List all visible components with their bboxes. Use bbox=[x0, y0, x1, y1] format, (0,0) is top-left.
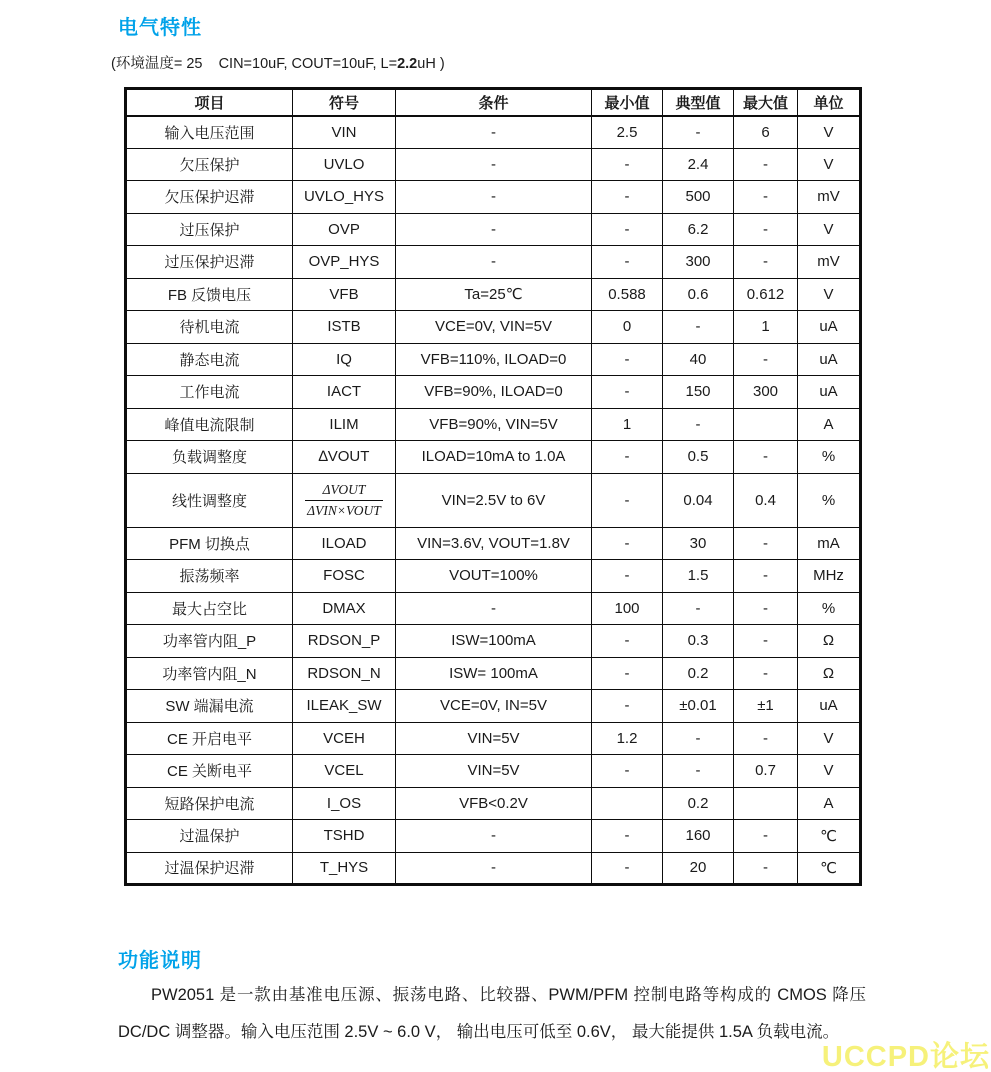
typical-value-cell: - bbox=[663, 592, 734, 625]
max-value-cell: 6 bbox=[734, 116, 798, 149]
max-value-cell: - bbox=[734, 527, 798, 560]
typical-value-cell: ±0.01 bbox=[663, 690, 734, 723]
symbol-cell: ILOAD bbox=[293, 527, 396, 560]
min-value-cell: - bbox=[592, 820, 663, 853]
column-header: 符号 bbox=[293, 89, 396, 116]
max-value-cell: - bbox=[734, 246, 798, 279]
item-cell: CE 开启电平 bbox=[126, 722, 293, 755]
symbol-cell: VFB bbox=[293, 278, 396, 311]
table-row bbox=[126, 787, 861, 820]
max-value-cell: - bbox=[734, 213, 798, 246]
max-value-cell: - bbox=[734, 343, 798, 376]
item-cell: 功率管内阻_N bbox=[126, 657, 293, 690]
max-value-cell: - bbox=[734, 625, 798, 658]
unit-cell: uA bbox=[798, 690, 861, 723]
item-cell: 欠压保护 bbox=[126, 148, 293, 181]
min-value-cell: 2.5 bbox=[592, 116, 663, 149]
column-header: 条件 bbox=[396, 89, 592, 116]
condition-cell: - bbox=[396, 852, 592, 885]
table-row bbox=[126, 311, 861, 344]
symbol-cell: VCEL bbox=[293, 755, 396, 788]
table-row bbox=[126, 657, 861, 690]
table-row bbox=[126, 343, 861, 376]
max-value-cell: ±1 bbox=[734, 690, 798, 723]
function-description-paragraph: PW2051 是一款由基准电压源、振荡电路、比较器、PWM/PFM 控制电路等构成的 CMOS 降压 DC/DC 调整器。输入电压范围 2.5V ~ 6.0 V， 输出电压可低至 0.6V， 最大能提供 1.5A 负载电流。 bbox=[118, 986, 866, 1041]
max-value-cell: - bbox=[734, 148, 798, 181]
symbol-cell: ∆VOUT bbox=[293, 441, 396, 474]
min-value-cell: - bbox=[592, 376, 663, 409]
min-value-cell: 100 bbox=[592, 592, 663, 625]
item-cell: 线性调整度 bbox=[126, 473, 293, 527]
test-conditions-prefix: (环境温度= 25 CIN=10uF, COUT=10uF, L= bbox=[111, 56, 398, 72]
test-conditions-note bbox=[111, 52, 445, 73]
condition-cell: VFB=90%, VIN=5V bbox=[396, 408, 592, 441]
unit-cell: mV bbox=[798, 181, 861, 214]
min-value-cell: - bbox=[592, 755, 663, 788]
typical-value-cell: 500 bbox=[663, 181, 734, 214]
typical-value-cell: - bbox=[663, 116, 734, 149]
unit-cell: mV bbox=[798, 246, 861, 279]
item-cell: 短路保护电流 bbox=[126, 787, 293, 820]
table-row bbox=[126, 116, 861, 149]
max-value-cell: - bbox=[734, 560, 798, 593]
unit-cell: ℃ bbox=[798, 820, 861, 853]
max-value-cell: - bbox=[734, 441, 798, 474]
max-value-cell: - bbox=[734, 722, 798, 755]
unit-cell: V bbox=[798, 755, 861, 788]
min-value-cell: - bbox=[592, 690, 663, 723]
typical-value-cell: - bbox=[663, 722, 734, 755]
typical-value-cell: 20 bbox=[663, 852, 734, 885]
symbol-cell: ISTB bbox=[293, 311, 396, 344]
typical-value-cell: 0.04 bbox=[663, 473, 734, 527]
condition-cell: - bbox=[396, 181, 592, 214]
unit-cell: A bbox=[798, 787, 861, 820]
min-value-cell: 1.2 bbox=[592, 722, 663, 755]
unit-cell: V bbox=[798, 278, 861, 311]
item-cell: PFM 切换点 bbox=[126, 527, 293, 560]
symbol-cell: RDSON_N bbox=[293, 657, 396, 690]
item-cell: 输入电压范围 bbox=[126, 116, 293, 149]
column-header: 最小值 bbox=[592, 89, 663, 116]
item-cell: 工作电流 bbox=[126, 376, 293, 409]
condition-cell: ISW=100mA bbox=[396, 625, 592, 658]
table-row bbox=[126, 560, 861, 593]
symbol-cell: T_HYS bbox=[293, 852, 396, 885]
table-row bbox=[126, 755, 861, 788]
unit-cell: V bbox=[798, 213, 861, 246]
item-cell: 过温保护迟滞 bbox=[126, 852, 293, 885]
typical-value-cell: 300 bbox=[663, 246, 734, 279]
unit-cell: % bbox=[798, 473, 861, 527]
electrical-characteristics-table bbox=[124, 87, 862, 886]
condition-cell: - bbox=[396, 213, 592, 246]
table-row bbox=[126, 527, 861, 560]
max-value-cell bbox=[734, 787, 798, 820]
item-cell: FB 反馈电压 bbox=[126, 278, 293, 311]
condition-cell: ISW= 100mA bbox=[396, 657, 592, 690]
typical-value-cell: 160 bbox=[663, 820, 734, 853]
typical-value-cell: - bbox=[663, 311, 734, 344]
item-cell: 振荡频率 bbox=[126, 560, 293, 593]
table-row bbox=[126, 278, 861, 311]
typical-value-cell: 30 bbox=[663, 527, 734, 560]
typical-value-cell: 40 bbox=[663, 343, 734, 376]
table-row bbox=[126, 441, 861, 474]
table-row bbox=[126, 148, 861, 181]
table-row bbox=[126, 820, 861, 853]
column-header: 项目 bbox=[126, 89, 293, 116]
max-value-cell: 300 bbox=[734, 376, 798, 409]
item-cell: 峰值电流限制 bbox=[126, 408, 293, 441]
condition-cell: VCE=0V, IN=5V bbox=[396, 690, 592, 723]
condition-cell: VFB<0.2V bbox=[396, 787, 592, 820]
section-title-electrical-characteristics: 电气特性 bbox=[118, 17, 202, 39]
symbol-cell: OVP_HYS bbox=[293, 246, 396, 279]
min-value-cell: 0.588 bbox=[592, 278, 663, 311]
min-value-cell: - bbox=[592, 625, 663, 658]
symbol-cell bbox=[293, 473, 396, 527]
unit-cell: V bbox=[798, 116, 861, 149]
symbol-cell: IACT bbox=[293, 376, 396, 409]
inductance-value: 2.2 bbox=[397, 56, 418, 72]
max-value-cell: - bbox=[734, 657, 798, 690]
max-value-cell: 1 bbox=[734, 311, 798, 344]
min-value-cell: - bbox=[592, 181, 663, 214]
min-value-cell: 1 bbox=[592, 408, 663, 441]
min-value-cell: - bbox=[592, 246, 663, 279]
condition-cell: VIN=2.5V to 6V bbox=[396, 473, 592, 527]
typical-value-cell: 6.2 bbox=[663, 213, 734, 246]
unit-cell: MHz bbox=[798, 560, 861, 593]
table-header-row bbox=[126, 89, 861, 116]
condition-cell: ILOAD=10mA to 1.0A bbox=[396, 441, 592, 474]
unit-cell: uA bbox=[798, 376, 861, 409]
typical-value-cell: 0.2 bbox=[663, 787, 734, 820]
forum-watermark: UCCPD论坛 bbox=[821, 1041, 990, 1072]
condition-cell: VIN=5V bbox=[396, 722, 592, 755]
unit-cell: V bbox=[798, 148, 861, 181]
condition-cell: VIN=5V bbox=[396, 755, 592, 788]
item-cell: 过压保护 bbox=[126, 213, 293, 246]
section-title-function-description: 功能说明 bbox=[118, 950, 202, 972]
max-value-cell: 0.612 bbox=[734, 278, 798, 311]
item-cell: 静态电流 bbox=[126, 343, 293, 376]
column-header: 最大值 bbox=[734, 89, 798, 116]
max-value-cell: 0.4 bbox=[734, 473, 798, 527]
min-value-cell: - bbox=[592, 657, 663, 690]
min-value-cell: - bbox=[592, 560, 663, 593]
condition-cell: VFB=110%, ILOAD=0 bbox=[396, 343, 592, 376]
table-row bbox=[126, 246, 861, 279]
typical-value-cell: 2.4 bbox=[663, 148, 734, 181]
symbol-cell: TSHD bbox=[293, 820, 396, 853]
table-row bbox=[126, 213, 861, 246]
min-value-cell: - bbox=[592, 473, 663, 527]
typical-value-cell: - bbox=[663, 755, 734, 788]
unit-cell: uA bbox=[798, 343, 861, 376]
table-row bbox=[126, 181, 861, 214]
unit-cell: % bbox=[798, 441, 861, 474]
condition-cell: - bbox=[396, 592, 592, 625]
min-value-cell: - bbox=[592, 441, 663, 474]
table-row bbox=[126, 592, 861, 625]
max-value-cell: - bbox=[734, 181, 798, 214]
item-cell: 功率管内阻_P bbox=[126, 625, 293, 658]
typical-value-cell: 0.6 bbox=[663, 278, 734, 311]
table-row bbox=[126, 408, 861, 441]
symbol-cell: DMAX bbox=[293, 592, 396, 625]
unit-cell: uA bbox=[798, 311, 861, 344]
symbol-cell: I_OS bbox=[293, 787, 396, 820]
condition-cell: - bbox=[396, 820, 592, 853]
condition-cell: Ta=25℃ bbox=[396, 278, 592, 311]
typical-value-cell: 0.5 bbox=[663, 441, 734, 474]
item-cell: 负载调整度 bbox=[126, 441, 293, 474]
test-conditions-suffix: uH ) bbox=[417, 56, 445, 72]
max-value-cell bbox=[734, 408, 798, 441]
unit-cell: % bbox=[798, 592, 861, 625]
symbol-cell: ILIM bbox=[293, 408, 396, 441]
table-row bbox=[126, 625, 861, 658]
condition-cell: - bbox=[396, 116, 592, 149]
unit-cell: Ω bbox=[798, 657, 861, 690]
table-row bbox=[126, 473, 861, 527]
min-value-cell: - bbox=[592, 343, 663, 376]
min-value-cell: - bbox=[592, 148, 663, 181]
typical-value-cell: 1.5 bbox=[663, 560, 734, 593]
symbol-cell: OVP bbox=[293, 213, 396, 246]
unit-cell: A bbox=[798, 408, 861, 441]
unit-cell: Ω bbox=[798, 625, 861, 658]
symbol-cell: IQ bbox=[293, 343, 396, 376]
symbol-cell: RDSON_P bbox=[293, 625, 396, 658]
table-row bbox=[126, 852, 861, 885]
symbol-cell: VIN bbox=[293, 116, 396, 149]
unit-cell: ℃ bbox=[798, 852, 861, 885]
fraction-symbol: $\frac{\text{ΔVOUT}}{\text{ΔVIN×VOUT}}$ bbox=[307, 481, 381, 518]
item-cell: SW 端漏电流 bbox=[126, 690, 293, 723]
item-cell: 欠压保护迟滞 bbox=[126, 181, 293, 214]
item-cell: 待机电流 bbox=[126, 311, 293, 344]
column-header: 单位 bbox=[798, 89, 861, 116]
symbol-cell: FOSC bbox=[293, 560, 396, 593]
condition-cell: - bbox=[396, 246, 592, 279]
symbol-cell: VCEH bbox=[293, 722, 396, 755]
min-value-cell: 0 bbox=[592, 311, 663, 344]
max-value-cell: - bbox=[734, 820, 798, 853]
min-value-cell: - bbox=[592, 527, 663, 560]
table-row bbox=[126, 690, 861, 723]
symbol-cell: UVLO_HYS bbox=[293, 181, 396, 214]
typical-value-cell: - bbox=[663, 408, 734, 441]
condition-cell: VCE=0V, VIN=5V bbox=[396, 311, 592, 344]
unit-cell: mA bbox=[798, 527, 861, 560]
max-value-cell: 0.7 bbox=[734, 755, 798, 788]
min-value-cell: - bbox=[592, 852, 663, 885]
table-row bbox=[126, 722, 861, 755]
condition-cell: VIN=3.6V, VOUT=1.8V bbox=[396, 527, 592, 560]
typical-value-cell: 0.3 bbox=[663, 625, 734, 658]
symbol-cell: UVLO bbox=[293, 148, 396, 181]
max-value-cell: - bbox=[734, 592, 798, 625]
typical-value-cell: 0.2 bbox=[663, 657, 734, 690]
column-header: 典型值 bbox=[663, 89, 734, 116]
typical-value-cell: 150 bbox=[663, 376, 734, 409]
table-row bbox=[126, 376, 861, 409]
unit-cell: V bbox=[798, 722, 861, 755]
max-value-cell: - bbox=[734, 852, 798, 885]
item-cell: 过温保护 bbox=[126, 820, 293, 853]
condition-cell: - bbox=[396, 148, 592, 181]
item-cell: CE 关断电平 bbox=[126, 755, 293, 788]
condition-cell: VFB=90%, ILOAD=0 bbox=[396, 376, 592, 409]
condition-cell: VOUT=100% bbox=[396, 560, 592, 593]
min-value-cell: - bbox=[592, 213, 663, 246]
item-cell: 过压保护迟滞 bbox=[126, 246, 293, 279]
item-cell: 最大占空比 bbox=[126, 592, 293, 625]
symbol-cell: ILEAK_SW bbox=[293, 690, 396, 723]
min-value-cell bbox=[592, 787, 663, 820]
